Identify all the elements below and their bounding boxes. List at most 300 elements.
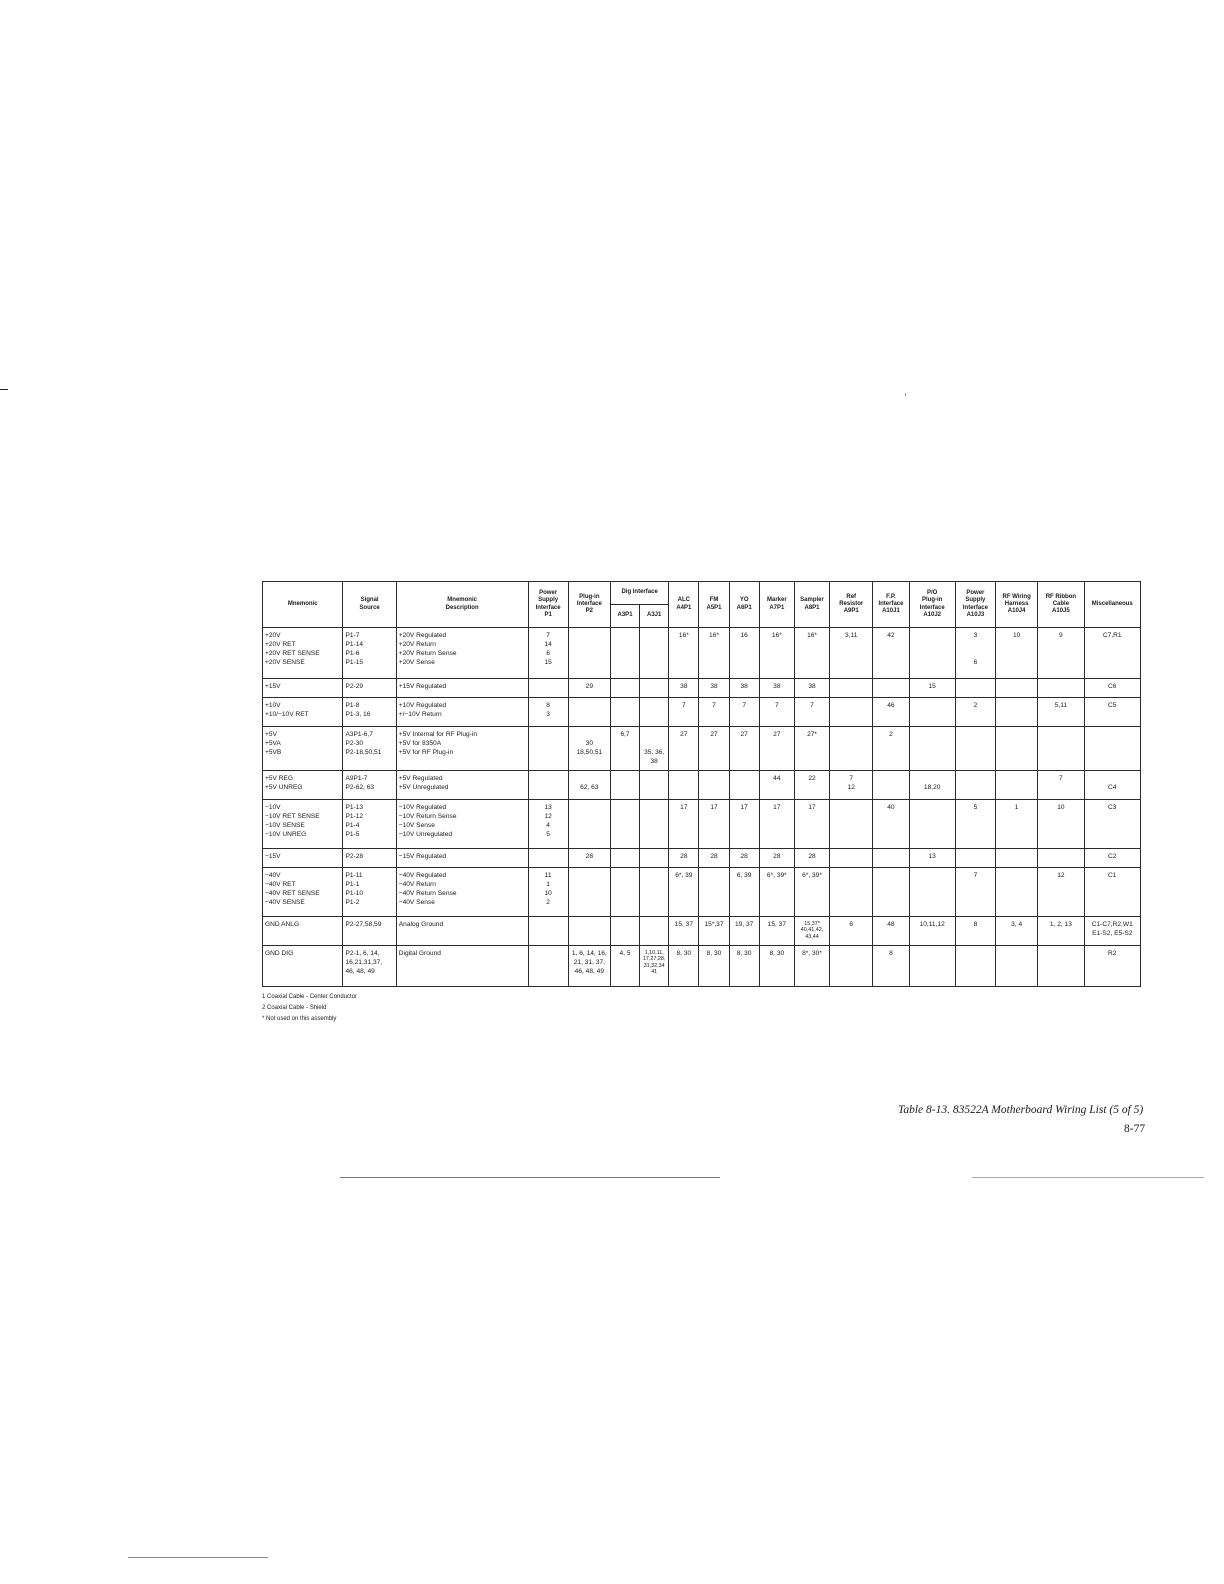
cell-line: A9P1-7 [345, 775, 368, 782]
table-cell [699, 800, 729, 849]
cell-line: +20V SENSE [265, 659, 305, 666]
cell-line [571, 804, 608, 813]
cell-line: 17 [773, 804, 781, 811]
cell-line: +5VB [265, 749, 282, 756]
table-cell [528, 698, 568, 727]
cell-line: 16* [709, 632, 719, 639]
cell-line [613, 702, 637, 711]
cell-line [531, 950, 566, 959]
cell-line: 4 [546, 822, 550, 829]
cell-line [958, 775, 993, 784]
table-cell [528, 868, 568, 917]
table-cell [396, 800, 528, 849]
cell-line: +20V Return [398, 641, 436, 648]
table-row [263, 849, 1141, 868]
cell-line [1040, 683, 1081, 692]
cell-line: C1 [1108, 872, 1117, 879]
table-cell [669, 946, 699, 987]
cell-line: 7 [849, 775, 854, 782]
table-cell [729, 727, 759, 771]
table-cell [955, 800, 995, 849]
table-cell [909, 917, 955, 946]
cell-line: −10V Return Sense [398, 813, 457, 820]
table-cell [873, 946, 909, 987]
cell-line: 42 [887, 632, 895, 639]
table-row [263, 727, 1141, 771]
table-cell [1038, 849, 1084, 868]
table-cell [669, 917, 699, 946]
table-cell [568, 628, 610, 679]
cell-line: 46, 48, 49 [574, 968, 604, 975]
cell-line: 27 [680, 731, 688, 738]
cell-line: P1-2 [345, 899, 360, 906]
cell-line [571, 702, 608, 711]
table-cell [909, 849, 955, 868]
table-cell [955, 727, 995, 771]
cell-line: +5V Unregulated [398, 784, 449, 791]
cell-line: −10V UNREG [265, 831, 307, 838]
table-cell [640, 727, 669, 771]
cell-line: 38 [773, 683, 781, 690]
header-power-supply-p1: Power Supply Interface P1 [528, 582, 568, 628]
cell-line: 16* [807, 632, 817, 639]
table-cell [1084, 698, 1141, 727]
cell-line: 28 [808, 853, 816, 860]
header-fm: FM A5P1 [699, 582, 729, 628]
table-cell [909, 800, 955, 849]
cell-line: P1-8 [345, 702, 360, 709]
table-cell [610, 771, 639, 800]
table-cell [263, 698, 343, 727]
table-cell [1038, 698, 1084, 727]
table-cell [830, 727, 873, 771]
table-cell [396, 917, 528, 946]
cell-line: P1-7 [345, 632, 360, 639]
table-row [263, 868, 1141, 917]
table-cell [759, 771, 794, 800]
cell-line [832, 731, 870, 740]
table-cell [568, 698, 610, 727]
cell-line: +5V Internal for RF Plug-in [398, 731, 477, 738]
cell-line: +20V [265, 632, 281, 639]
table-cell [759, 849, 794, 868]
table-cell [996, 868, 1038, 917]
header-fp-interface: F.P. Interface A10J1 [873, 582, 909, 628]
table-cell [263, 771, 343, 800]
table-cell [955, 698, 995, 727]
cell-line: −40V Return Sense [398, 890, 457, 897]
table-cell [909, 679, 955, 698]
table-cell [873, 727, 909, 771]
cell-line: 18,20 [923, 784, 941, 791]
table-cell [568, 771, 610, 800]
table-cell [343, 800, 396, 849]
table-cell [873, 679, 909, 698]
cell-line: 6 [849, 921, 854, 928]
cell-line: 8*, 30* [802, 950, 822, 957]
table-row [263, 771, 1141, 800]
cell-line: 17 [710, 804, 718, 811]
table-cell [699, 698, 729, 727]
table-cell [568, 868, 610, 917]
cell-line: +5VA [265, 740, 281, 747]
cell-line: +5V for 8350A [398, 740, 442, 747]
table-cell [873, 917, 909, 946]
footnote-1: 1 Coaxial Cable - Center Conductor [262, 994, 358, 1000]
table-cell [1084, 628, 1141, 679]
table-cell [396, 771, 528, 800]
table-cell [955, 917, 995, 946]
table-cell [996, 727, 1038, 771]
cell-line: 46, 48, 49 [345, 968, 375, 975]
cell-line: 1 [1014, 804, 1019, 811]
cell-line [912, 702, 953, 711]
cell-line: +20V Regulated [398, 632, 447, 639]
table-cell [794, 849, 829, 868]
header-marker: Marker A7P1 [759, 582, 794, 628]
cell-line: 12 [847, 784, 855, 791]
table-cell [830, 628, 873, 679]
cell-line: P1-10 [345, 890, 364, 897]
cell-line: 14 [544, 641, 552, 648]
header-po-plug-in: P/O Plug-in Interface A10J2 [909, 582, 955, 628]
table-cell [1084, 771, 1141, 800]
cell-line [571, 632, 608, 641]
cell-line [998, 872, 1035, 881]
cell-line: 3 [973, 632, 978, 639]
cell-line: 6*, 39* [802, 872, 822, 879]
table-cell [263, 727, 343, 771]
table-cell [343, 679, 396, 698]
table-cell [794, 868, 829, 917]
header-rf-wiring-harness: RF Wiring Harness A10J4 [996, 582, 1038, 628]
cell-line: 6, 39 [736, 872, 752, 879]
table-cell [699, 727, 729, 771]
cell-line [832, 702, 870, 711]
table-row [263, 946, 1141, 987]
table-cell [568, 679, 610, 698]
table-cell [343, 771, 396, 800]
cell-line: 7 [546, 632, 550, 639]
cell-line: C1-C7,R2,W1 [1091, 921, 1133, 928]
table-cell [759, 679, 794, 698]
cell-line: 8 [546, 702, 550, 709]
cell-line: P1-15 [345, 659, 364, 666]
table-cell [873, 800, 909, 849]
table-cell [396, 698, 528, 727]
table-cell [1038, 628, 1084, 679]
table-cell [343, 917, 396, 946]
cell-line: −10V [265, 804, 281, 811]
header-plug-in-p2: Plug-in Interface P2 [568, 582, 610, 628]
cell-line [875, 683, 906, 692]
table-cell [263, 628, 343, 679]
scan-speck [905, 393, 906, 396]
cell-line [998, 702, 1035, 711]
cell-line: P1-1 [345, 881, 360, 888]
header-a3p1: A3P1 [610, 605, 639, 628]
table-cell [729, 917, 759, 946]
cell-line: 46 [887, 702, 895, 709]
table-cell [996, 946, 1038, 987]
table-cell [610, 628, 639, 679]
table-cell [996, 628, 1038, 679]
table-cell [996, 698, 1038, 727]
scan-line [128, 1557, 268, 1558]
table-cell [830, 771, 873, 800]
table-cell [759, 727, 794, 771]
cell-line [671, 775, 696, 784]
cell-line: −10V SENSE [265, 822, 305, 829]
table-cell [1038, 727, 1084, 771]
cell-line [912, 775, 953, 784]
cell-line: 12 [1057, 872, 1065, 879]
table-cell [1084, 917, 1141, 946]
table-cell [729, 868, 759, 917]
cell-line [531, 921, 566, 930]
table-cell [996, 679, 1038, 698]
cell-line: −10V Sense [398, 822, 435, 829]
table-cell [263, 917, 343, 946]
cell-line [642, 921, 666, 930]
cell-line: 7 [742, 702, 746, 709]
cell-line: 27 [740, 731, 748, 738]
table-cell [909, 771, 955, 800]
table-cell [729, 679, 759, 698]
cell-line: 44 [773, 775, 781, 782]
cell-line: 38 [808, 683, 816, 690]
cell-line: 6 [973, 659, 978, 666]
cell-line: 15,37* [804, 921, 820, 927]
cell-line [531, 775, 566, 784]
table-cell [699, 946, 729, 987]
table-cell [640, 679, 669, 698]
cell-line [642, 702, 666, 711]
table-cell [759, 917, 794, 946]
table-cell [830, 800, 873, 849]
table-cell [996, 800, 1038, 849]
cell-line: 18,50,51 [576, 749, 603, 756]
table-cell [610, 800, 639, 849]
cell-line: 29 [585, 683, 593, 690]
table-cell [528, 917, 568, 946]
header-signal-source: Signal Source [343, 582, 396, 628]
cell-line [875, 853, 906, 862]
table-cell [909, 727, 955, 771]
cell-line: 11 [544, 872, 552, 879]
table-cell [830, 698, 873, 727]
cell-line: P2-18,50,51 [345, 749, 382, 756]
table-cell [873, 771, 909, 800]
cell-line: P1-12 [345, 813, 364, 820]
cell-line [1040, 853, 1081, 862]
cell-line: +20V Sense [398, 659, 435, 666]
table-cell [830, 679, 873, 698]
cell-line [912, 950, 953, 959]
table-cell [669, 771, 699, 800]
cell-line: 7 [973, 872, 978, 879]
cell-line [642, 740, 666, 749]
table-cell [568, 727, 610, 771]
cell-line: 35, 36, [644, 749, 665, 756]
table-cell [873, 628, 909, 679]
table-cell [669, 868, 699, 917]
cell-line: 10 [1057, 804, 1065, 811]
table-cell [909, 868, 955, 917]
cell-line: 17 [808, 804, 816, 811]
cell-line [958, 950, 993, 959]
table-cell [1038, 679, 1084, 698]
cell-line [1040, 731, 1081, 740]
cell-line: +10/−10V RET [265, 711, 309, 718]
table-cell [396, 679, 528, 698]
cell-line [571, 731, 608, 740]
cell-line: −10V Regulated [398, 804, 447, 811]
table-cell [909, 946, 955, 987]
table-cell [528, 849, 568, 868]
cell-line [642, 731, 666, 740]
cell-line: +20V RET SENSE [265, 650, 320, 657]
cell-line: 3, 4 [1011, 921, 1023, 928]
cell-line: 7 [810, 702, 814, 709]
cell-line: P1-13 [345, 804, 364, 811]
cell-line: 6,7 [620, 731, 630, 738]
cell-line [875, 872, 906, 881]
cell-line: C5 [1108, 702, 1117, 709]
cell-line [958, 641, 993, 650]
cell-line [613, 853, 637, 862]
table-cell [396, 946, 528, 987]
cell-line: 5 [973, 804, 978, 811]
table-cell [610, 917, 639, 946]
margin-dash [0, 389, 8, 390]
table-cell [729, 800, 759, 849]
footnote-star: * Not used on this assembly [262, 1016, 337, 1022]
cell-line: E1-S2, E5-S2 [1092, 930, 1133, 937]
cell-line: 28 [710, 853, 718, 860]
table-cell [759, 698, 794, 727]
cell-line [958, 731, 993, 740]
table-cell [263, 800, 343, 849]
cell-line [613, 921, 637, 930]
cell-line: 2 [889, 731, 893, 738]
table-cell [1038, 771, 1084, 800]
header-ref-resistor: Ref Resistor A9P1 [830, 582, 873, 628]
table-cell [955, 868, 995, 917]
table-cell [873, 849, 909, 868]
table-cell [830, 849, 873, 868]
table-row [263, 800, 1141, 849]
wiring-list-table [262, 581, 1141, 987]
table-cell [528, 628, 568, 679]
footnotes [262, 992, 357, 1025]
header-mnemonic-description: Mnemonic Description [396, 582, 528, 628]
table-cell [699, 679, 729, 698]
cell-line: 6*, 39 [675, 872, 693, 879]
cell-line: C2 [1108, 853, 1117, 860]
table-cell [699, 849, 729, 868]
cell-line: 15, 37 [674, 921, 694, 928]
table-cell [528, 679, 568, 698]
table-cell [343, 946, 396, 987]
table-cell [640, 800, 669, 849]
table-cell [729, 698, 759, 727]
cell-line [642, 632, 666, 641]
table-cell [396, 727, 528, 771]
cell-line: Digital Ground [398, 950, 441, 957]
table-cell [729, 771, 759, 800]
cell-line [958, 650, 993, 659]
cell-line: P2-30 [345, 740, 364, 747]
cell-line [613, 683, 637, 692]
cell-line: 15 [928, 683, 936, 690]
cell-line: 30 [585, 740, 593, 747]
table-cell [830, 868, 873, 917]
table-cell [568, 917, 610, 946]
cell-line: −10V Unregulated [398, 831, 453, 838]
cell-line [571, 775, 608, 784]
wiring-list-body [263, 628, 1141, 987]
table-cell [528, 727, 568, 771]
scan-line [972, 1177, 1204, 1178]
cell-line: 5,11 [1054, 702, 1068, 709]
table-cell [996, 771, 1038, 800]
table-cell [669, 800, 699, 849]
table-cell [830, 946, 873, 987]
cell-line: 13 [544, 804, 552, 811]
table-cell [1038, 868, 1084, 917]
table-cell [794, 771, 829, 800]
table-cell [263, 679, 343, 698]
cell-line: 9 [1059, 632, 1063, 639]
cell-line: −40V SENSE [265, 899, 305, 906]
table-cell [699, 868, 729, 917]
cell-line: +/−10V Return [398, 711, 442, 718]
cell-line: 28 [585, 853, 593, 860]
table-cell [669, 698, 699, 727]
table-cell [669, 628, 699, 679]
cell-line: +10V Regulated [398, 702, 447, 709]
cell-line: 10 [1012, 632, 1021, 639]
table-cell [396, 849, 528, 868]
cell-line: 21, 31, 37, [573, 959, 605, 966]
table-row [263, 917, 1141, 946]
cell-line [958, 683, 993, 692]
table-cell [343, 849, 396, 868]
cell-line: 8 [973, 921, 978, 928]
cell-line: −40V RET SENSE [265, 890, 320, 897]
cell-line: −40V RET [265, 881, 296, 888]
cell-line [912, 731, 953, 740]
cell-line [832, 950, 870, 959]
table-cell [794, 727, 829, 771]
cell-line: 1,10,11, [644, 950, 664, 956]
cell-line: −40V [265, 872, 281, 879]
cell-line: 38 [710, 683, 718, 690]
cell-line: C6 [1108, 683, 1117, 690]
cell-line: 22 [808, 775, 816, 782]
cell-line [998, 853, 1035, 862]
table-cell [794, 800, 829, 849]
cell-line: 17,27,28, [642, 956, 666, 963]
table-cell [263, 946, 343, 987]
cell-line: 28 [740, 853, 748, 860]
table-cell [568, 800, 610, 849]
table-cell [955, 628, 995, 679]
cell-line: −15V [265, 853, 281, 860]
header-a3j1: A3J1 [640, 605, 669, 628]
header-sampler: Sampler A8P1 [794, 582, 829, 628]
